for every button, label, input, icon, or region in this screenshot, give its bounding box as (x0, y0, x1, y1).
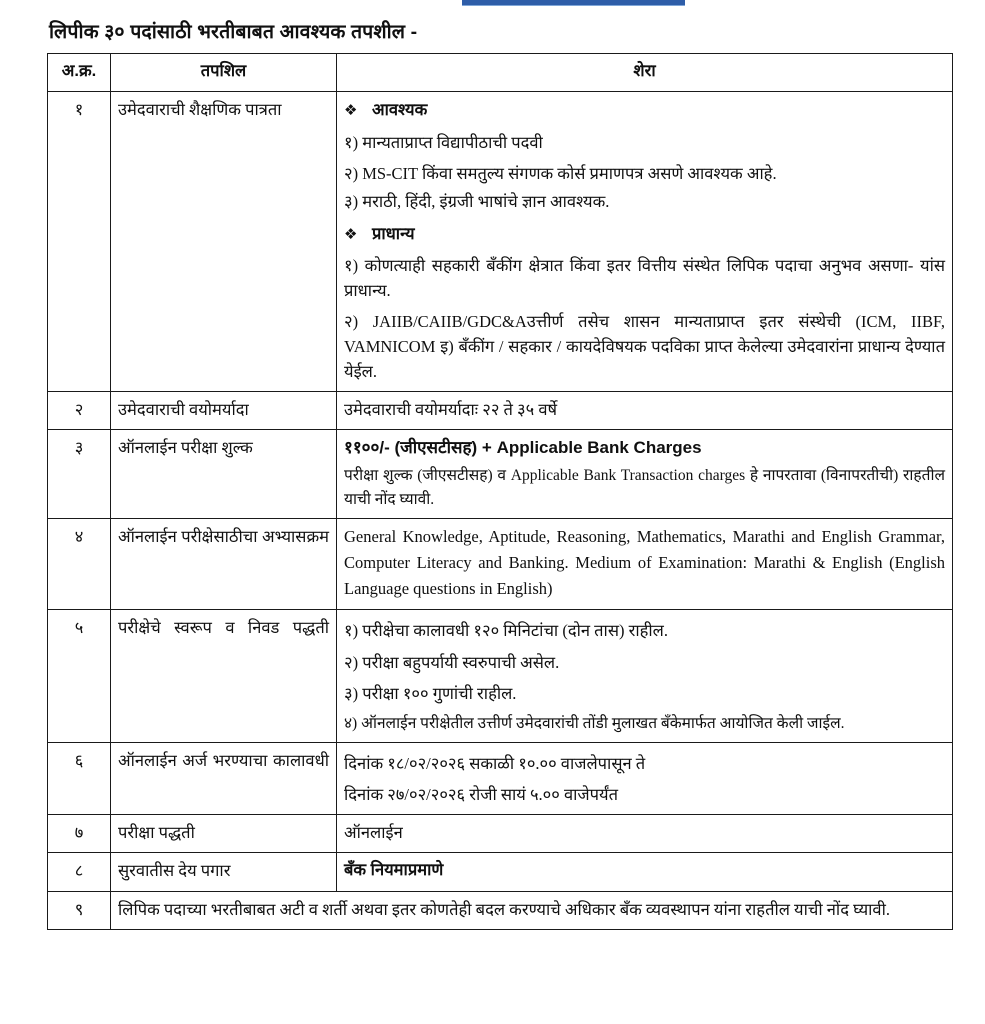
row-number: ९ (48, 891, 111, 929)
row-note: ऑनलाईन (337, 815, 953, 853)
table-header-row (48, 54, 953, 92)
page-title: लिपीक ३० पदांसाठी भरतीबाबत आवश्यक तपशील - (49, 21, 418, 43)
syllabus-text: General Knowledge, Aptitude, Reasoning, Mathematics, Marathi and English Grammar, Computer Literacy and Banking. Medium of Examination: Marathi & English (English Language questions in English) (344, 527, 945, 599)
column-header-description: तपशिल (111, 54, 337, 92)
table-row (48, 430, 953, 519)
table-row (48, 92, 953, 392)
table-row (48, 519, 953, 610)
row-description: ऑनलाईन अर्ज भरण्याचा कालावधी (111, 743, 337, 815)
row-note: उमेदवाराची वयोमर्यादाः २२ ते ३५ वर्षे (337, 392, 953, 430)
top-blue-bar (462, 0, 685, 6)
list-item: २) MS-CIT किंवा समतुल्य संगणक कोर्स प्रमाणपत्र असणे आवश्यक आहे. (344, 163, 777, 183)
row-description: परीक्षा पद्धती (111, 815, 337, 853)
diamond-bullet-icon: ❖ (344, 101, 358, 120)
table-row (48, 891, 953, 929)
row-note (337, 743, 953, 815)
list-item: ४) ऑनलाईन परीक्षेतील उत्तीर्ण उमेदवारांची तोंडी मुलाखत बँकेमार्फत आयोजित केली जाईल. (344, 714, 845, 732)
row-note (337, 92, 953, 392)
row-description: सुरवातीस देय पगार (111, 853, 337, 891)
row-number: ६ (48, 743, 111, 815)
list-item: २) परीक्षा बहुपर्यायी स्वरुपाची असेल. (344, 652, 560, 672)
bullet-heading-preference (344, 222, 945, 247)
row-note (337, 519, 953, 610)
disclaimer-note: लिपिक पदाच्या भरतीबाबत अटी व शर्ती अथवा इतर कोणतेही बदल करण्याचे अधिकार बँक व्यवस्थापन यांना राहतील याची नोंद घ्यावी. (111, 891, 953, 929)
recruitment-details-table (47, 53, 953, 929)
row-description: उमेदवाराची शैक्षणिक पात्रता (111, 92, 337, 392)
row-description: ऑनलाईन परीक्षेसाठीचा अभ्यासक्रम (111, 519, 337, 610)
row-description: ऑनलाईन परीक्षा शुल्क (111, 430, 337, 519)
list-item: १) परीक्षेचा कालावधी १२० मिनिटांचा (दोन तास) राहील. (344, 621, 668, 641)
application-end-date: दिनांक २७/०२/२०२६ रोजी सायं ५.०० वाजेपर्यंत (344, 785, 619, 805)
row-number: ८ (48, 853, 111, 891)
table-row (48, 392, 953, 430)
row-number: २ (48, 392, 111, 430)
table-row (48, 853, 953, 891)
table-row (48, 610, 953, 743)
fee-amount-line: ११००/- (जीएसटीसह) + Applicable Bank Charges (344, 438, 702, 458)
row-number: ७ (48, 815, 111, 853)
list-item: २) JAIIB/CAIIB/GDC&Aउत्तीर्ण तसेच शासन मान्यताप्राप्त इतर संस्थेची (ICM, IIBF, VAMNICOM इ) बँकींग / सहकार / कायदेविषयक पदविका प्राप्त केलेल्या उमेदवारांना प्राधान्य देण्यात येईल. (344, 312, 945, 382)
row-number: ४ (48, 519, 111, 610)
list-item: ३) मराठी, हिंदी, इंग्रजी भाषांचे ज्ञान आवश्यक. (344, 191, 610, 211)
list-item: १) कोणत्याही सहकारी बँकींग क्षेत्रात किंवा इतर वित्तीय संस्थेत लिपिक पदाचा अनुभव असणा- यांस प्राधान्य. (344, 255, 945, 300)
diamond-bullet-icon: ❖ (344, 224, 358, 243)
bullet-heading-label: प्राधान्य (372, 224, 415, 243)
row-number: १ (48, 92, 111, 392)
row-number: ५ (48, 610, 111, 743)
application-start-date: दिनांक १८/०२/२०२६ सकाळी १०.०० वाजलेपासून ते (344, 754, 646, 774)
row-number: ३ (48, 430, 111, 519)
bullet-heading-label: आवश्यक (372, 101, 428, 120)
table-row (48, 815, 953, 853)
table-row (48, 743, 953, 815)
list-item: ३) परीक्षा १०० गुणांची राहील. (344, 683, 517, 703)
row-description: उमेदवाराची वयोमर्यादा (111, 392, 337, 430)
bullet-heading-required (344, 98, 945, 123)
column-header-sr: अ.क्र. (48, 54, 111, 92)
list-item: १) मान्यताप्राप्त विद्यापीठाची पदवी (344, 132, 543, 152)
fee-note-text: परीक्षा शुल्क (जीएसटीसह) व Applicable Bank Transaction charges हे नापरतावा (विनापरतीची) राहतील याची नोंद घ्यावी. (344, 467, 945, 508)
column-header-note: शेरा (337, 54, 953, 92)
row-note: बँक नियमाप्रमाणे (337, 853, 953, 891)
row-note (337, 610, 953, 743)
row-description: परीक्षेचे स्वरूप व निवड पद्धती (111, 610, 337, 743)
row-note (337, 430, 953, 519)
